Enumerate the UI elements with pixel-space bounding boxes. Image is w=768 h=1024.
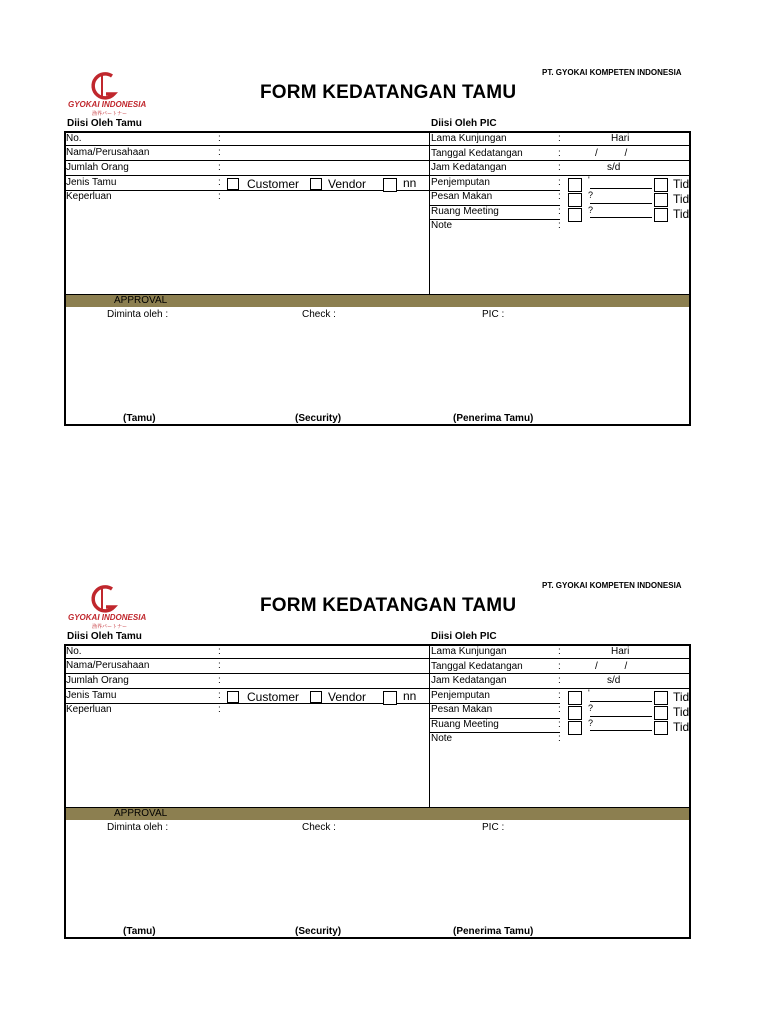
- colon: :: [218, 147, 221, 158]
- pickup-yes-checkbox[interactable]: [568, 178, 582, 192]
- meeting-line: [590, 730, 652, 731]
- vendor-checkbox[interactable]: [310, 178, 322, 190]
- pickup-line: [590, 701, 652, 702]
- meal-no-label: Tid: [673, 705, 690, 719]
- arrival-time-value: s/d: [607, 162, 621, 173]
- colon: :: [218, 646, 221, 657]
- guest-section-heading: Diisi Oleh Tamu: [67, 118, 142, 129]
- svg-text:漁界パートナー: 漁界パートナー: [92, 624, 128, 629]
- security-signature-label: (Security): [295, 413, 342, 424]
- colon: :: [558, 206, 561, 217]
- pickup-line: [590, 188, 652, 189]
- requested-by-label: Diminta oleh :: [107, 822, 169, 833]
- colon: :: [558, 690, 561, 701]
- meeting-yes-fragment: ?: [588, 205, 594, 215]
- vendor-checkbox[interactable]: [310, 691, 322, 703]
- colon: :: [558, 661, 561, 672]
- guest-signature-label: (Tamu): [123, 926, 156, 937]
- row-line: [430, 175, 690, 176]
- meal-line: [590, 203, 652, 204]
- row-line: [66, 688, 429, 689]
- receiver-signature-label: (Penerima Tamu): [453, 413, 534, 424]
- pic-section-heading: Diisi Oleh PIC: [431, 118, 497, 129]
- colon: :: [218, 660, 221, 671]
- visitor-form-2: [0, 573, 768, 973]
- field-guest-type-label: Jenis Tamu: [66, 177, 117, 188]
- customer-checkbox[interactable]: [227, 178, 239, 190]
- row-line: [66, 673, 429, 674]
- colon: :: [218, 704, 221, 715]
- colon: :: [218, 675, 221, 686]
- row-line: [430, 688, 690, 689]
- other-checkbox[interactable]: [383, 691, 397, 705]
- colon: :: [558, 675, 561, 686]
- arrival-time-label: Jam Kedatangan: [431, 675, 507, 686]
- meeting-no-label: Tid: [673, 720, 690, 734]
- visit-duration-label: Lama Kunjungan: [431, 133, 507, 144]
- colon: :: [558, 646, 561, 657]
- arrival-date-value[interactable]: / /: [595, 148, 628, 159]
- field-guest-type-label: Jenis Tamu: [66, 690, 117, 701]
- meal-yes-fragment: ?: [588, 190, 594, 200]
- arrival-date-label: Tanggal Kedatangan: [431, 661, 523, 672]
- svg-text:GYOKAI INDONESIA: GYOKAI INDONESIA: [68, 100, 146, 109]
- vendor-option-label: Vendor: [328, 690, 367, 704]
- meeting-no-label: Tid: [673, 207, 690, 221]
- meeting-line: [590, 217, 652, 218]
- meeting-no-checkbox[interactable]: [654, 721, 668, 735]
- colon: :: [218, 133, 221, 144]
- colon: :: [218, 162, 221, 173]
- colon: :: [558, 191, 561, 202]
- meal-no-checkbox[interactable]: [654, 706, 668, 720]
- form-title: FORM KEDATANGAN TAMU: [260, 82, 517, 103]
- colon: :: [218, 177, 221, 188]
- meeting-yes-checkbox[interactable]: [568, 721, 582, 735]
- colon: :: [218, 191, 221, 202]
- meal-line: [590, 716, 652, 717]
- colon: :: [558, 704, 561, 715]
- pickup-no-checkbox[interactable]: [654, 178, 668, 192]
- gyokai-logo: [66, 70, 146, 116]
- note-label: Note: [431, 733, 453, 744]
- arrival-time-label: Jam Kedatangan: [431, 162, 507, 173]
- pic-section-heading: Diisi Oleh PIC: [431, 631, 497, 642]
- arrival-date-value[interactable]: / /: [595, 661, 628, 672]
- row-line: [66, 175, 429, 176]
- meal-yes-checkbox[interactable]: [568, 193, 582, 207]
- pickup-no-label: Tid: [673, 690, 690, 704]
- pickup-yes-fragment: ': [588, 688, 590, 698]
- field-purpose-label: Keperluan: [66, 704, 112, 715]
- meeting-no-checkbox[interactable]: [654, 208, 668, 222]
- field-no-label: No.: [66, 646, 82, 657]
- customer-checkbox[interactable]: [227, 691, 239, 703]
- meal-label: Pesan Makan: [431, 704, 493, 715]
- colon: :: [558, 220, 561, 231]
- approval-heading: APPROVAL: [114, 295, 168, 306]
- field-no-label: No.: [66, 133, 82, 144]
- row-line: [66, 145, 429, 146]
- approval-heading: APPROVAL: [114, 808, 168, 819]
- field-people-label: Jumlah Orang: [66, 162, 129, 173]
- pickup-no-label: Tid: [673, 177, 690, 191]
- other-option-label: nn: [403, 689, 417, 703]
- meal-no-checkbox[interactable]: [654, 193, 668, 207]
- colon: :: [558, 177, 561, 188]
- arrival-time-value: s/d: [607, 675, 621, 686]
- approval-bar: [66, 295, 689, 307]
- visit-duration-label: Lama Kunjungan: [431, 646, 507, 657]
- column-divider: [429, 644, 430, 808]
- meeting-yes-checkbox[interactable]: [568, 208, 582, 222]
- field-people-label: Jumlah Orang: [66, 675, 129, 686]
- svg-text:GYOKAI INDONESIA: GYOKAI INDONESIA: [68, 613, 146, 622]
- other-checkbox[interactable]: [383, 178, 397, 192]
- customer-option-label: Customer: [247, 177, 300, 191]
- visitor-form-1: [0, 60, 768, 460]
- guest-signature-label: (Tamu): [123, 413, 156, 424]
- row-line: [66, 160, 429, 161]
- gyokai-logo: [66, 583, 146, 629]
- row-line: [430, 658, 690, 659]
- row-line: [430, 160, 690, 161]
- colon: :: [558, 133, 561, 144]
- guest-section-heading: Diisi Oleh Tamu: [67, 631, 142, 642]
- arrival-date-label: Tanggal Kedatangan: [431, 148, 523, 159]
- pickup-yes-fragment: ': [588, 175, 590, 185]
- note-label: Note: [431, 220, 453, 231]
- security-signature-label: (Security): [295, 926, 342, 937]
- column-divider: [429, 131, 430, 295]
- requested-by-label: Diminta oleh :: [107, 309, 169, 320]
- colon: :: [558, 719, 561, 730]
- duration-unit: Hari: [611, 646, 630, 657]
- duration-unit: Hari: [611, 133, 630, 144]
- row-line: [430, 673, 690, 674]
- company-name: PT. GYOKAI KOMPETEN INDONESIA: [542, 68, 682, 77]
- svg-text:漁界パートナー: 漁界パートナー: [92, 111, 128, 116]
- other-option-label: nn: [403, 176, 417, 190]
- row-line: [66, 658, 429, 659]
- check-label: Check :: [302, 822, 336, 833]
- field-company-label: Nama/Perusahaan: [66, 660, 150, 671]
- receiver-signature-label: (Penerima Tamu): [453, 926, 534, 937]
- vendor-option-label: Vendor: [328, 177, 367, 191]
- colon: :: [558, 733, 561, 744]
- colon: :: [218, 690, 221, 701]
- pic-label: PIC :: [482, 309, 505, 320]
- meeting-room-label: Ruang Meeting: [431, 719, 499, 730]
- meal-no-label: Tid: [673, 192, 690, 206]
- customer-option-label: Customer: [247, 690, 300, 704]
- pickup-label: Penjemputan: [431, 690, 490, 701]
- pickup-label: Penjemputan: [431, 177, 490, 188]
- pickup-no-checkbox[interactable]: [654, 691, 668, 705]
- colon: :: [558, 162, 561, 173]
- pic-label: PIC :: [482, 822, 505, 833]
- row-line: [430, 145, 690, 146]
- field-purpose-label: Keperluan: [66, 191, 112, 202]
- form-title: FORM KEDATANGAN TAMU: [260, 595, 517, 616]
- meal-label: Pesan Makan: [431, 191, 493, 202]
- meeting-yes-fragment: ?: [588, 718, 594, 728]
- meeting-room-label: Ruang Meeting: [431, 206, 499, 217]
- approval-bar: [66, 808, 689, 820]
- check-label: Check :: [302, 309, 336, 320]
- field-company-label: Nama/Perusahaan: [66, 147, 150, 158]
- pickup-yes-checkbox[interactable]: [568, 691, 582, 705]
- meal-yes-fragment: ?: [588, 703, 594, 713]
- company-name: PT. GYOKAI KOMPETEN INDONESIA: [542, 581, 682, 590]
- meal-yes-checkbox[interactable]: [568, 706, 582, 720]
- colon: :: [558, 148, 561, 159]
